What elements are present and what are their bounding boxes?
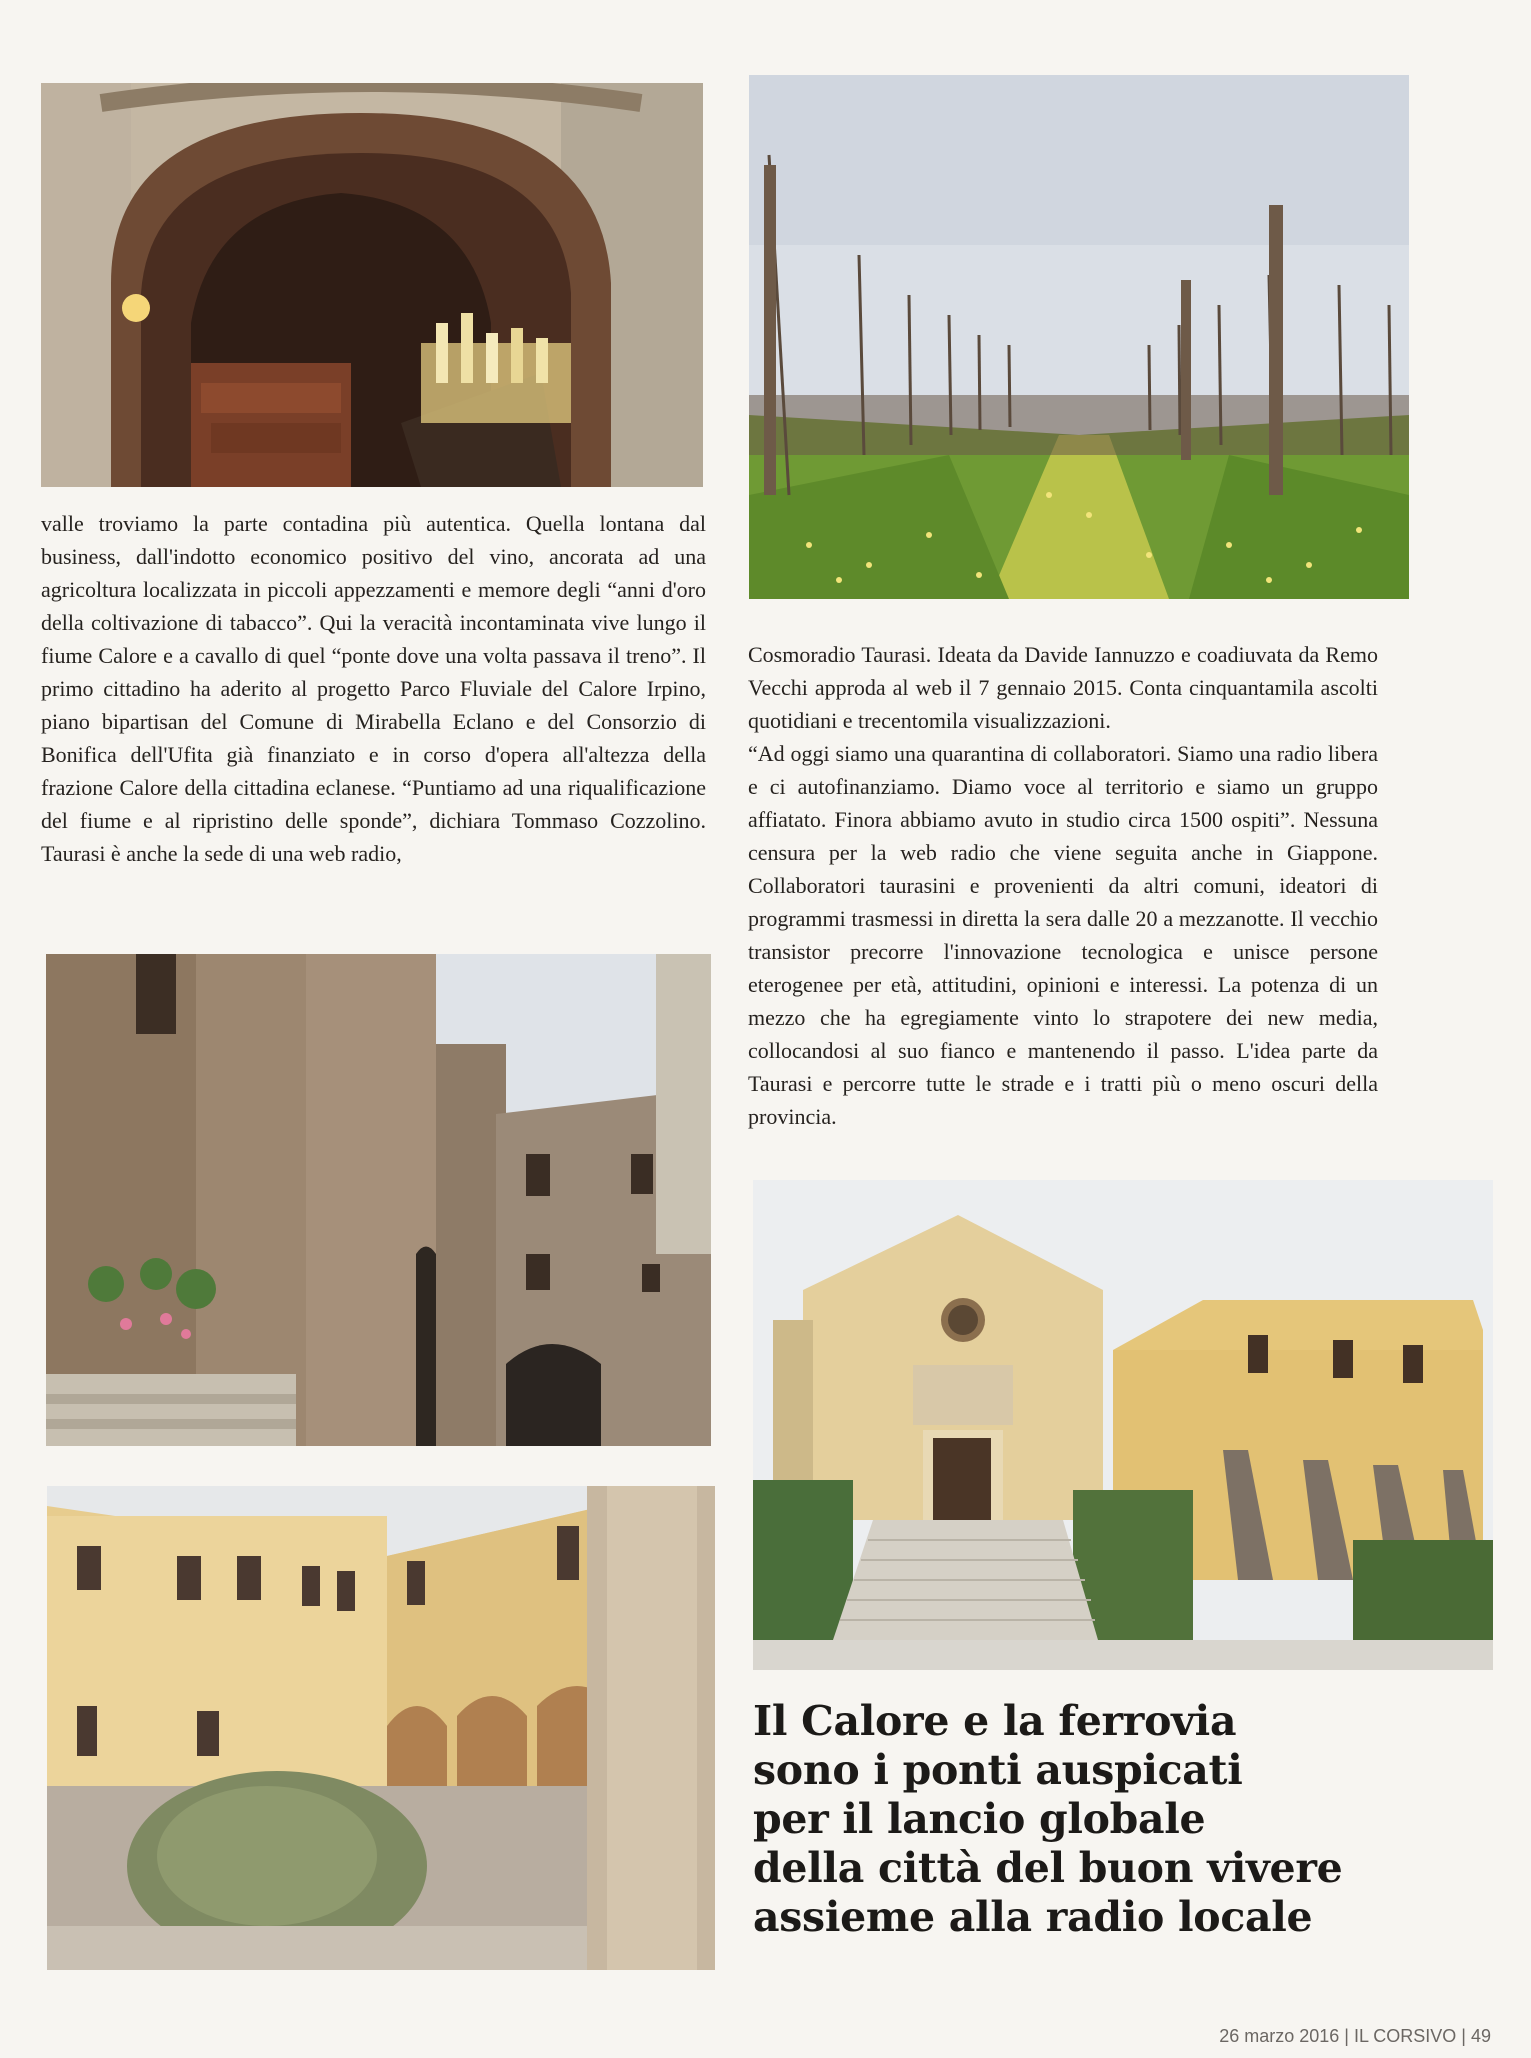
page-footer: 26 marzo 2016 | IL CORSIVO | 49 [1219,2026,1491,2046]
pull-quote-headline [753,1697,1493,1942]
article-paragraph: valle troviamo la parte contadina più autentica. Quella lontana dal business, dall'indotto economico positivo del vino, ancorata ad una agricoltura localizzata in piccoli appezzamenti e memore degli “anni d'oro della coltivazione di tabacco”. Qui la veracità incontaminata vive lungo il fiume Calore e a cavallo di quel “ponte dove una volta passava il treno”. Il primo cittadino ha aderito al progetto Parco Fluviale del Calore Irpino, piano bipartisan del Comune di Mirabella Eclano e del Consorzio di Bonifica dell'Ufita già finanziato e in corso d'opera all'altezza della frazione Calore della cittadina eclanese. “Puntiamo ad una riqualificazione del fiume e al ripristino delle sponde”, dichiara Tommaso Cozzolino. Taurasi è anche la sede di una web radio, [41,511,706,866]
headline-line: sono i ponti auspicati [753,1746,1243,1794]
photo-stone-buildings [46,954,711,1446]
headline-line: per il lancio globale [753,1795,1206,1843]
article-column-left [41,507,706,870]
article-paragraph: “Ad oggi siamo una quarantina di collaboratori. Siamo una radio libera e ci autofinanziamo. Diamo voce al territorio e siamo un gruppo affiatato. Finora abbiamo avuto in studio circa 1500 ospiti”. Nessuna censura per la web radio che viene seguita anche in Giappone. Collaboratori taurasini e provenienti da altri comuni, ideatori di programmi trasmessi in diretta la sera dalle 20 a mezzanotte. Il vecchio transistor precorre l'innovazione tecnologica e unisce persone eterogenee per età, attitudini, opinioni e interessi. La potenza di un mezzo che ha egregiamente vinto lo strapotere dei new media, collocandosi al suo fianco e mantenendo il passo. L'idea parte da Taurasi e percorre tutte le strade e i tratti più o meno oscuri della provincia. [748,741,1378,1129]
article-column-right [748,638,1378,1133]
headline-line: Il Calore e la ferrovia [753,1697,1237,1745]
article-paragraph: Cosmoradio Taurasi. Ideata da Davide Iannuzzo e coadiuvata da Remo Vecchi approda al web il 7 gennaio 2015. Conta cinquantamila ascolti quotidiani e trecentomila visualizzazioni. [748,642,1378,733]
headline-line: della città del buon vivere [753,1844,1343,1892]
photo-wine-cellar [41,83,703,487]
photo-vineyard [749,75,1409,599]
photo-church [753,1180,1493,1670]
photo-cloister [47,1486,715,1970]
headline-line: assieme alla radio locale [753,1893,1313,1941]
